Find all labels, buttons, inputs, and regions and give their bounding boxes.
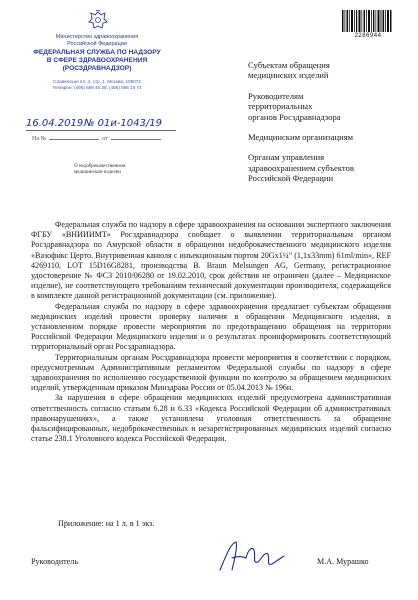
recipient: Руководителям территориальных органов Росздравнадзора <box>248 90 341 122</box>
body-paragraph: Федеральная служба по надзору в сфере здравоохранения предлагает субъектам обращения медицинских изделий провести проверку наличия в обращении Медицинского изделия, в установленном порядке провести мероприятия по предотвращению обращения на территории Российской Федерации Медицинского изделия и о результатах проинформировать соответствующий территориальный орган Росздравнадзора. <box>31 301 391 352</box>
agency-address: Славянская пл. 4, стр. 1, Москва, 109074 Телефон: (495) 698 45 38; (495) 698 15 74 <box>52 79 142 90</box>
signatory-title: Руководитель <box>31 557 79 566</box>
handwritten-signature <box>212 536 292 576</box>
service-name: ФЕДЕРАЛЬНАЯ СЛУЖБА ПО НАДЗОРУ В СФЕРЕ ЗДРАВООХРАНЕНИЯ (РОСЗДРАВНАДЗОР) <box>33 49 161 72</box>
reference-date-blank <box>111 139 161 140</box>
attachment-note: Приложение: на 1 л. в 1 экз. <box>58 519 155 528</box>
recipient: Органам управления здравоохранением субъектов Российской Федерации <box>248 152 354 184</box>
reference-number-blank <box>49 139 99 140</box>
reference-line: На № от <box>32 136 172 142</box>
body-paragraph: Федеральная служба по надзору в сфере здравоохранения на основании экспертного заключения ФГБУ «ВНИИИМТ» Росздравнадзора сообщает о выявлении территориальным органом Росздравнадзора по Амурской области в обращении недоброкачественного медицинского изделия «Вазофикс Церто. Внутривенная канюля с инъекционным портом 20Gx1¼" (1,1x33mm) 61ml/min», REF 4269110, LOT 15D16G8281, производства B. Braun Melsungen AG, Germany, регистрационное удостоверение № ФСЗ 2010/06280 от 19.02.2010, срок действия не ограничен (далее – Медицинское изделие), не соответствующего требованиям технической документации производителя, содержащейся в комплекте данной регистрационной документации (см. приложение). <box>31 220 391 301</box>
ministry-name: Министерство здравоохранения Российской Федерации <box>55 34 139 47</box>
body-paragraph: За нарушения в сфере обращения медицинских изделий предусмотрена административная ответственность согласно статьям 6.28 и 6.33 «Кодекса Российской Федерации об административных правонарушениях», а также установлена уголовная ответственность за обращение фальсифицированных, недоброкачественных и незарегистрированных медицинских изделий согласно статье 238.1 Уголовного кодекса Российской Федерации. <box>31 393 391 444</box>
recipient: Медицинским организациям <box>248 132 354 143</box>
barcode-number: 2286944 <box>354 33 382 39</box>
recipients-block <box>248 60 408 194</box>
letter-body <box>31 220 391 444</box>
recipient: Субъектам обращения медицинских изделий <box>248 60 330 81</box>
registration-number: № 01и-1043/19 <box>84 118 162 129</box>
signatory-name: М.А. Мурашко <box>317 557 369 566</box>
registration-underline <box>26 130 176 131</box>
body-paragraph: Территориальным органам Росздравнадзора провести мероприятия в соответствии с порядком, предусмотренным Административным регламентом Федеральной службы по надзору в сфере здравоохранения по исполнению государственной функции по контролю за обращением медицинских изделий, утвержденным приказом Минздрава России от 05.04.2013 № 196н. <box>31 352 391 393</box>
coat-of-arms-icon <box>88 10 108 32</box>
registration-line <box>26 118 176 132</box>
subject-note: О недоброкачественном медицинском изделии <box>74 164 126 175</box>
barcode <box>342 10 392 32</box>
letterhead <box>22 34 172 91</box>
registration-date: 16.04.2019 <box>26 118 84 129</box>
